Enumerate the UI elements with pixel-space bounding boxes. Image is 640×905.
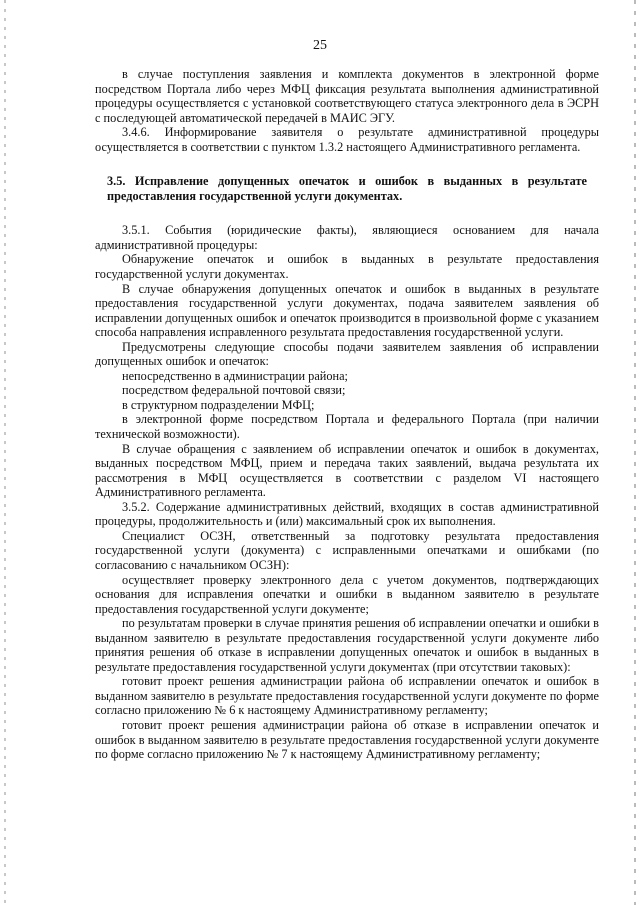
paragraph: 3.5.1. События (юридические факты), являющиеся основанием для начала административной процедуры:: [95, 223, 599, 252]
paragraph: В случае обнаружения допущенных опечаток и ошибок в выданных в результате предоставления государственной услуги документах, подача заявителем заявления об исправлении допущенных ошибок и опечаток производится в произвольной форме с указанием способа направления исправленного результата предоставления государственной услуги.: [95, 281, 599, 340]
draft-item: готовит проект решения администрации района об отказе в исправлении опечаток и ошибок в выданном заявителю в результате предоставления государственной услуги документе по форме согласно приложению № 7 к настоящему Административному регламенту;: [95, 717, 599, 762]
method-item: непосредственно в администрации района;: [122, 368, 348, 383]
section-heading: 3.5. Исправление допущенных опечаток и ошибок в выданных в результате предоставления государственной услуги документах.: [107, 174, 587, 203]
paragraph: 3.5.2. Содержание административных действий, входящих в состав административной процедуры, продолжительность и (или) максимальный срок их выполнения.: [95, 499, 599, 529]
paragraph: Обнаружение опечаток и ошибок в выданных в результате предоставления государственной услуги документах.: [95, 252, 599, 282]
page-number: 25: [313, 38, 327, 53]
method-item: в электронной форме посредством Портала и федерального Портала (при наличии технической возможности).: [95, 412, 599, 442]
method-item: в структурном подразделении МФЦ;: [122, 397, 315, 412]
spacer: [95, 203, 599, 223]
paragraph: по результатам проверки в случае принятия решения об исправлении опечатки и ошибки в выданном заявителю в результате предоставления государственной услуги документе либо принятия решения об отказе в исправлении допущенных опечаток и ошибок в выданных в результате предоставления государственной услуги документах (при отсутствии таковых):: [95, 616, 599, 674]
paragraph: В случае обращения с заявлением об исправлении опечаток и ошибок в документах, выданных посредством МФЦ, прием и передача таких заявлений, выдача результата их рассмотрения в МФЦ осуществляется в соответствии с разделом VI настоящего Административного регламента.: [95, 441, 599, 500]
scan-edge-left: [4, 0, 6, 905]
paragraph: Специалист ОСЗН, ответственный за подготовку результата предоставления государственной услуги (документа) с исправленными опечатками и ошибками (по согласованию с начальником ОСЗН):: [95, 528, 599, 572]
draft-item: готовит проект решения администрации района об исправлении опечаток и ошибок в выданном заявителю в результате предоставления государственной услуги документе по форме согласно приложению № 6 к настоящему Административному регламенту;: [95, 674, 599, 718]
method-item: посредством федеральной почтовой связи;: [122, 383, 346, 398]
paragraph: 3.4.6. Информирование заявителя о результате административной процедуры осуществляется в соответствии с пунктом 1.3.2 настоящего Административного регламента.: [95, 125, 599, 154]
document-body: [95, 67, 599, 762]
paragraph: осуществляет проверку электронного дела с учетом документов, подтверждающих основания для исправления опечатки и ошибки в выданном заявителю в результате предоставления государственной услуги документе;: [95, 572, 599, 616]
paragraph: в случае поступления заявления и комплекта документов в электронной форме посредством Портала либо через МФЦ фиксация результата выполнения административной процедуры осуществляется с установкой соответствующего статуса электронного дела в ЭСРН с последующей автоматической передачей в МАИС ЭГУ.: [95, 67, 599, 125]
spacer: [95, 154, 599, 174]
scan-edge-right: [634, 0, 636, 905]
paragraph: Предусмотрены следующие способы подачи заявителем заявления об исправлении допущенных ошибок и опечаток:: [95, 339, 599, 369]
